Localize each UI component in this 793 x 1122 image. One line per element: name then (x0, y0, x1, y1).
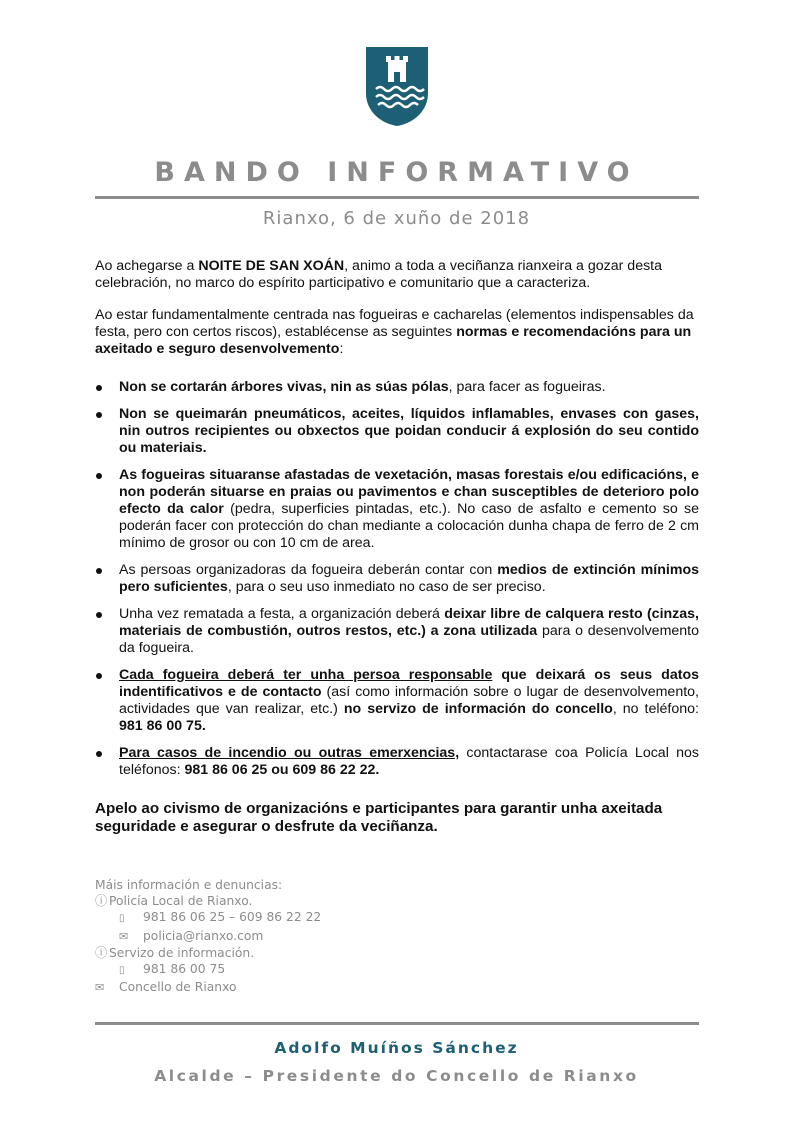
footer-divider (95, 1022, 699, 1025)
rule-item: Non se queimarán pneumáticos, aceites, líquidos inflamables, envases con gases, nin outros recipientes ou obxectos que poidan conducir á explosión do seu contido ou materiais. (95, 406, 699, 457)
document-body (95, 258, 699, 836)
document-title: BANDO INFORMATIVO (154, 157, 639, 188)
rule-item: Non se cortarán árbores vivas, nin as súas pólas, para facer as fogueiras. (95, 379, 699, 396)
rule-item: As persoas organizadoras da fogueira deberán contar con medios de extinción mínimos pero suficientes, para o seu uso inmediato no caso de ser preciso. (95, 562, 699, 596)
email-icon: ✉ (119, 929, 129, 943)
event-name: NOITE DE SAN XOÁN (198, 258, 345, 274)
rule-item: As fogueiras situaranse afastadas de vexetación, masas forestais e/ou edificacións, e non poderán situarse en praias ou pavimentos e chan susceptibles de deterioro polo efecto da calor (pedra, superficies pintadas, etc.). No caso de asfalto e cemento so se poderán facer con protección do chan mediante a colocación dunha chapa de ferro de 2 cm mínimo de grosor ou con 10 cm de area. (95, 467, 699, 552)
info-icon: ⓘ (95, 894, 108, 909)
header-divider (95, 196, 699, 199)
council-name: Concello de Rianxo (119, 980, 237, 995)
rules-list (95, 379, 699, 779)
contact-heading: Máis información e denuncias: (95, 878, 283, 892)
rule-item: Unha vez rematada a festa, a organización deberá deixar libre de calquera resto (cinzas, materiais de combustión, outros restos, etc.) a zona utilizada para o desenvolvemento da fogueira. (95, 606, 699, 657)
police-label: Policía Local de Rianxo. (109, 894, 253, 909)
concello-crest-logo (364, 45, 430, 127)
rule-item: Para casos de incendio ou outras emerxencias, contactarase coa Policía Local nos teléfonos: 981 86 06 25 ou 609 86 22 22. (95, 745, 699, 779)
info-phone: 981 86 00 75 (143, 962, 226, 977)
intro-paragraph-2: Ao estar fundamentalmente centrada nas fogueiras e cacharelas (elementos indispensables da festa, pero con certos riscos), establécense as seguintes normas e recomendacións para un axeitado e seguro desenvolvemento: (95, 307, 694, 357)
contact-info (95, 877, 321, 996)
document-date: Rianxo, 6 de xuño de 2018 (262, 208, 531, 229)
mail-icon: ✉ (95, 981, 105, 995)
police-phones: 981 86 06 25 – 609 86 22 22 (143, 910, 322, 925)
info-service-label: Servizo de información. (109, 945, 255, 960)
rule-item: Cada fogueira deberá ter unha persoa responsable que deixará os seus datos indentificativos e de contacto (así como información sobre o lugar de desenvolvemento, actividades que van realizar, etc.) no servizo de información do concello, no teléfono: 981 86 00 75. (95, 667, 699, 735)
phone-icon: ▯ (119, 965, 125, 977)
police-email[interactable]: policia@rianxo.com (143, 928, 264, 943)
signer-position: Alcalde – Presidente do Concello de Rianxo (154, 1067, 639, 1085)
info-icon: ⓘ (95, 945, 108, 960)
phone-icon: ▯ (119, 913, 125, 925)
intro-paragraph-1: Ao achegarse a NOITE DE SAN XOÁN, animo a toda a veciñanza rianxeira a gozar desta celebración, no marco do espírito participativo e comunitario que a caracteriza. (95, 258, 663, 291)
signer-name: Adolfo Muíños Sánchez (274, 1039, 519, 1057)
appeal-paragraph: Apelo ao civismo de organizacións e participantes para garantir unha axeitada seguridade e asegurar o desfrute da veciñanza. (95, 800, 663, 835)
